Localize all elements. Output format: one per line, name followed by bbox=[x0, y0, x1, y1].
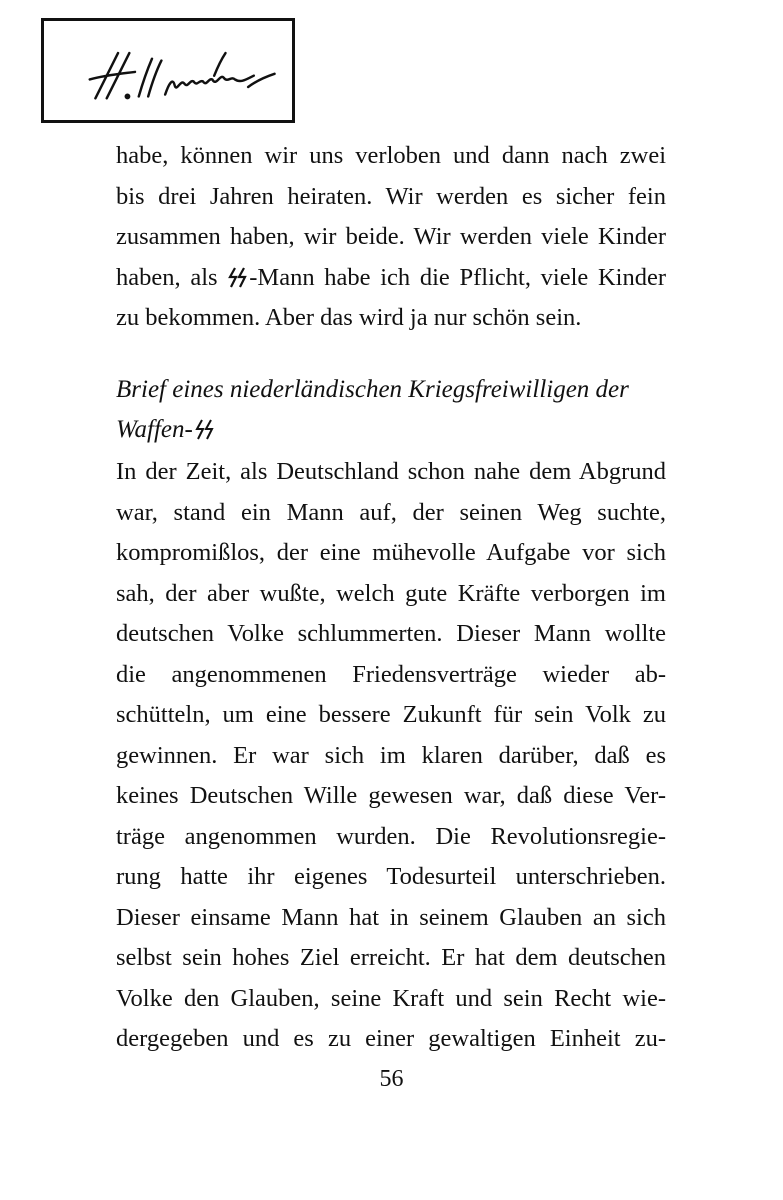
ss-rune-icon bbox=[193, 413, 215, 435]
heading-line-with-rune bbox=[116, 410, 666, 450]
text-line: träge angenommen wurden. Die Revolutionsregie- bbox=[116, 822, 666, 850]
heading-fragment: Waffen- bbox=[116, 416, 193, 443]
text-line: rung hatte ihr eigenes Todesurteil unterschrieben. bbox=[116, 863, 666, 890]
text-line: Dieser einsame Mann hat in seinem Glauben an sich bbox=[116, 903, 666, 931]
text-line: sah, der aber wußte, welch gute Kräfte verborgen im bbox=[116, 579, 666, 607]
text-line: In der Zeit, als Deutschland schon nahe dem Abgrund bbox=[116, 458, 666, 485]
text-line: schütteln, um eine bessere Zukunft für sein Volk zu bbox=[116, 701, 666, 728]
paragraph-2 bbox=[116, 452, 666, 1060]
ss-rune-icon bbox=[227, 261, 249, 283]
signature-box bbox=[41, 18, 295, 123]
text-line: selbst sein hohes Ziel erreicht. Er hat dem deutschen bbox=[116, 944, 666, 971]
text-line: keines Deutschen Wille gewesen war, daß diese Ver- bbox=[116, 782, 666, 809]
page-number: 56 bbox=[379, 1066, 404, 1092]
paragraph-1 bbox=[116, 136, 666, 339]
text-fragment: haben, als bbox=[116, 263, 218, 291]
text-line-with-rune bbox=[116, 258, 666, 299]
text-fragment: -Mann habe ich die Pflicht, viele Kinder bbox=[249, 263, 666, 291]
text-line: dergegeben und es zu einer gewaltigen Einheit zu- bbox=[116, 1025, 666, 1052]
text-line: gewinnen. Er war sich im klaren darüber, daß es bbox=[116, 741, 666, 769]
text-line: die angenommenen Friedensverträge wieder ab- bbox=[116, 660, 666, 688]
text-line: deutschen Volke schlummerten. Dieser Mann wollte bbox=[116, 620, 666, 647]
signature-image bbox=[44, 21, 292, 120]
heading-line: Brief eines niederländischen Kriegsfreiwilligen der bbox=[116, 376, 629, 403]
text-line: zu bekommen. Aber das wird ja nur schön sein. bbox=[116, 304, 582, 331]
text-line: Volke den Glauben, seine Kraft und sein Recht wie- bbox=[116, 984, 666, 1012]
text-line: war, stand ein Mann auf, der seinen Weg suchte, bbox=[116, 498, 666, 526]
text-line: habe, können wir uns verloben und dann nach zwei bbox=[116, 142, 666, 169]
text-line: kompromißlos, der eine mühevolle Aufgabe vor sich bbox=[116, 539, 666, 566]
text-line: zusammen haben, wir beide. Wir werden viele Kinder bbox=[116, 223, 666, 250]
section-heading bbox=[116, 370, 666, 450]
text-line: bis drei Jahren heiraten. Wir werden es sicher fein bbox=[116, 182, 666, 210]
